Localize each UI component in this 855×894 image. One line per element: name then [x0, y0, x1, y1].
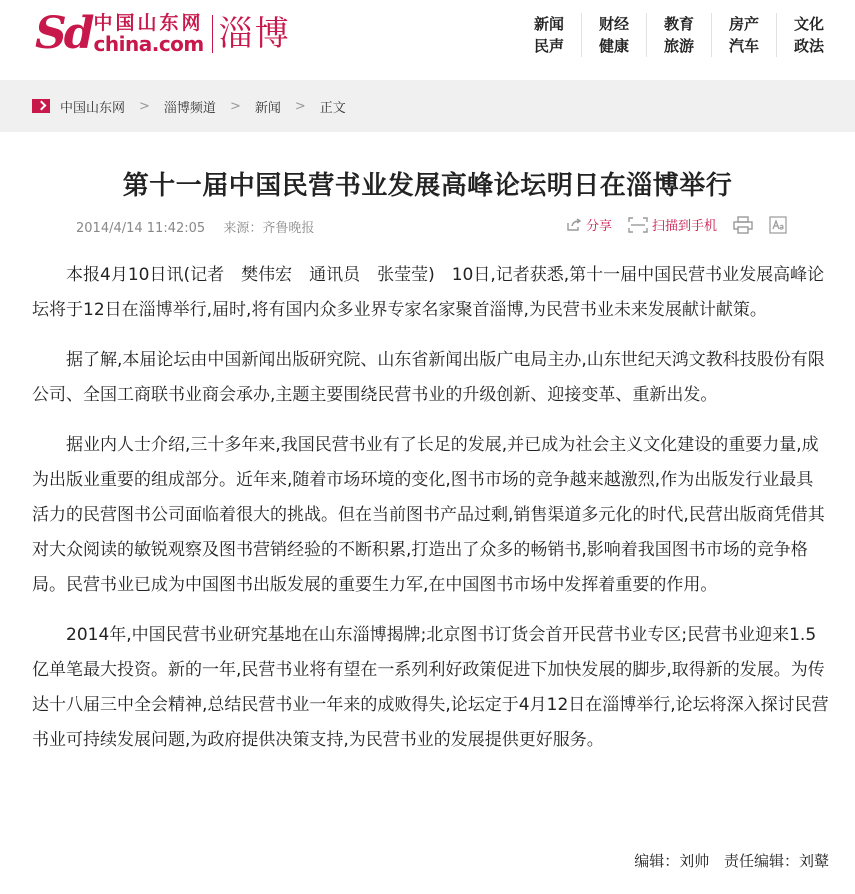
article-meta: [76, 217, 328, 236]
article-tools: [566, 215, 791, 234]
breadcrumb: [0, 80, 855, 132]
site-header: [0, 0, 855, 80]
logo-cn-text: 中国山东网: [93, 12, 204, 34]
nav-column: [712, 13, 777, 57]
share-button[interactable]: [566, 215, 612, 234]
nav-link-travel[interactable]: 旅游: [663, 37, 694, 55]
print-icon: [733, 216, 753, 234]
font-size-icon: [769, 216, 787, 234]
share-icon: [566, 218, 582, 232]
nav-link-law[interactable]: 政法: [793, 37, 824, 55]
share-label: 分享: [586, 219, 613, 234]
article-datetime: 2014/4/14 11:42:05: [76, 221, 206, 236]
nav-column: [777, 13, 841, 57]
nav-link-news[interactable]: 新闻: [533, 15, 564, 33]
logo-sd: Sd: [35, 8, 92, 59]
breadcrumb-channel[interactable]: 淄博频道: [163, 100, 216, 116]
print-button[interactable]: [733, 216, 757, 234]
logo-city: 淄博: [218, 14, 291, 54]
breadcrumb-current: 正文: [319, 100, 346, 116]
scan-to-phone-button[interactable]: [628, 215, 717, 234]
logo-divider: [212, 15, 213, 53]
qr-scan-icon: [628, 217, 648, 233]
nav-link-culture[interactable]: 文化: [793, 15, 824, 33]
article-title: 第十一届中国民营书业发展高峰论坛明日在淄博举行: [122, 171, 733, 201]
nav-link-education[interactable]: 教育: [663, 15, 694, 33]
breadcrumb-home[interactable]: 中国山东网: [60, 100, 126, 116]
article-source: 来源：齐鲁晚报: [223, 221, 315, 236]
site-logo[interactable]: [35, 10, 291, 58]
scan-label: 扫描到手机: [652, 219, 718, 234]
article-paragraph: 据业内人士介绍,三十多年来,我国民营书业有了长足的发展,并已成为社会主义文化建设的重要力量,成为出版业重要的组成部分。近年来,随着市场环境的变化,图书市场的竞争越来越激烈,作为出版发行业最具活力的民营图书公司面临着很大的挑战。但在当前图书产品过剩,销售渠道多元化的时代,民营出版商凭借其对大众阅读的敏锐观察及图书营销经验的不断积累,打造出了众多的畅销书,影响着我国图书市场的竞争格局。民营书业已成为中国图书出版发展的重要生力军,在中国图书市场中发挥着重要的作用。: [32, 435, 825, 595]
nav-link-people-voice[interactable]: 民声: [533, 37, 564, 55]
nav-link-auto[interactable]: 汽车: [728, 37, 759, 55]
article-body: [32, 258, 830, 773]
breadcrumb-separator: >: [294, 98, 306, 114]
nav-column: [582, 13, 647, 57]
logo-com-text: china.com: [93, 32, 204, 56]
article-paragraph: 本报4月10日讯(记者 樊伟宏 通讯员 张莹莹) 10日,记者获悉,第十一届中国民营书业发展高峰论坛将于12日在淄博举行,届时,将有国内众多业界专家名家聚首淄博,为民营书业未来发展献计献策。: [32, 265, 825, 320]
nav-column: [517, 13, 582, 57]
breadcrumb-section[interactable]: 新闻: [254, 100, 281, 116]
nav-link-realestate[interactable]: 房产: [728, 15, 759, 33]
breadcrumb-separator: >: [139, 98, 150, 114]
breadcrumb-separator: >: [229, 98, 241, 114]
font-size-button[interactable]: [769, 216, 791, 234]
article-paragraph: 据了解,本届论坛由中国新闻出版研究院、山东省新闻出版广电局主办,山东世纪天鸿文教科技股份有限公司、全国工商联书业商会承办,主题主要围绕民营书业的升级创新、迎接变革、重新出发。: [32, 350, 825, 405]
nav-link-health[interactable]: 健康: [598, 37, 629, 55]
article-paragraph: 2014年,中国民营书业研究基地在山东淄博揭牌;北京图书订货会首开民营书业专区;民营书业迎来1.5亿单笔最大投资。新的一年,民营书业将有望在一系列利好政策促进下加快发展的脚步,取得新的发展。为传达十八届三中全会精神,总结民营书业一年来的成败得失,论坛定于4月12日在淄博举行,论坛将深入探讨民营书业可持续发展问题,为政府提供决策支持,为民营书业的发展提供更好服务。: [32, 625, 829, 750]
nav-link-finance[interactable]: 财经: [598, 15, 629, 33]
chevron-right-icon: [32, 99, 50, 113]
article-editors: [624, 850, 829, 871]
editor: 编辑：刘帅: [634, 852, 710, 870]
nav-column: [647, 13, 712, 57]
top-nav: [517, 13, 841, 57]
chief-editor: 责任编辑：刘鼙: [723, 852, 829, 870]
